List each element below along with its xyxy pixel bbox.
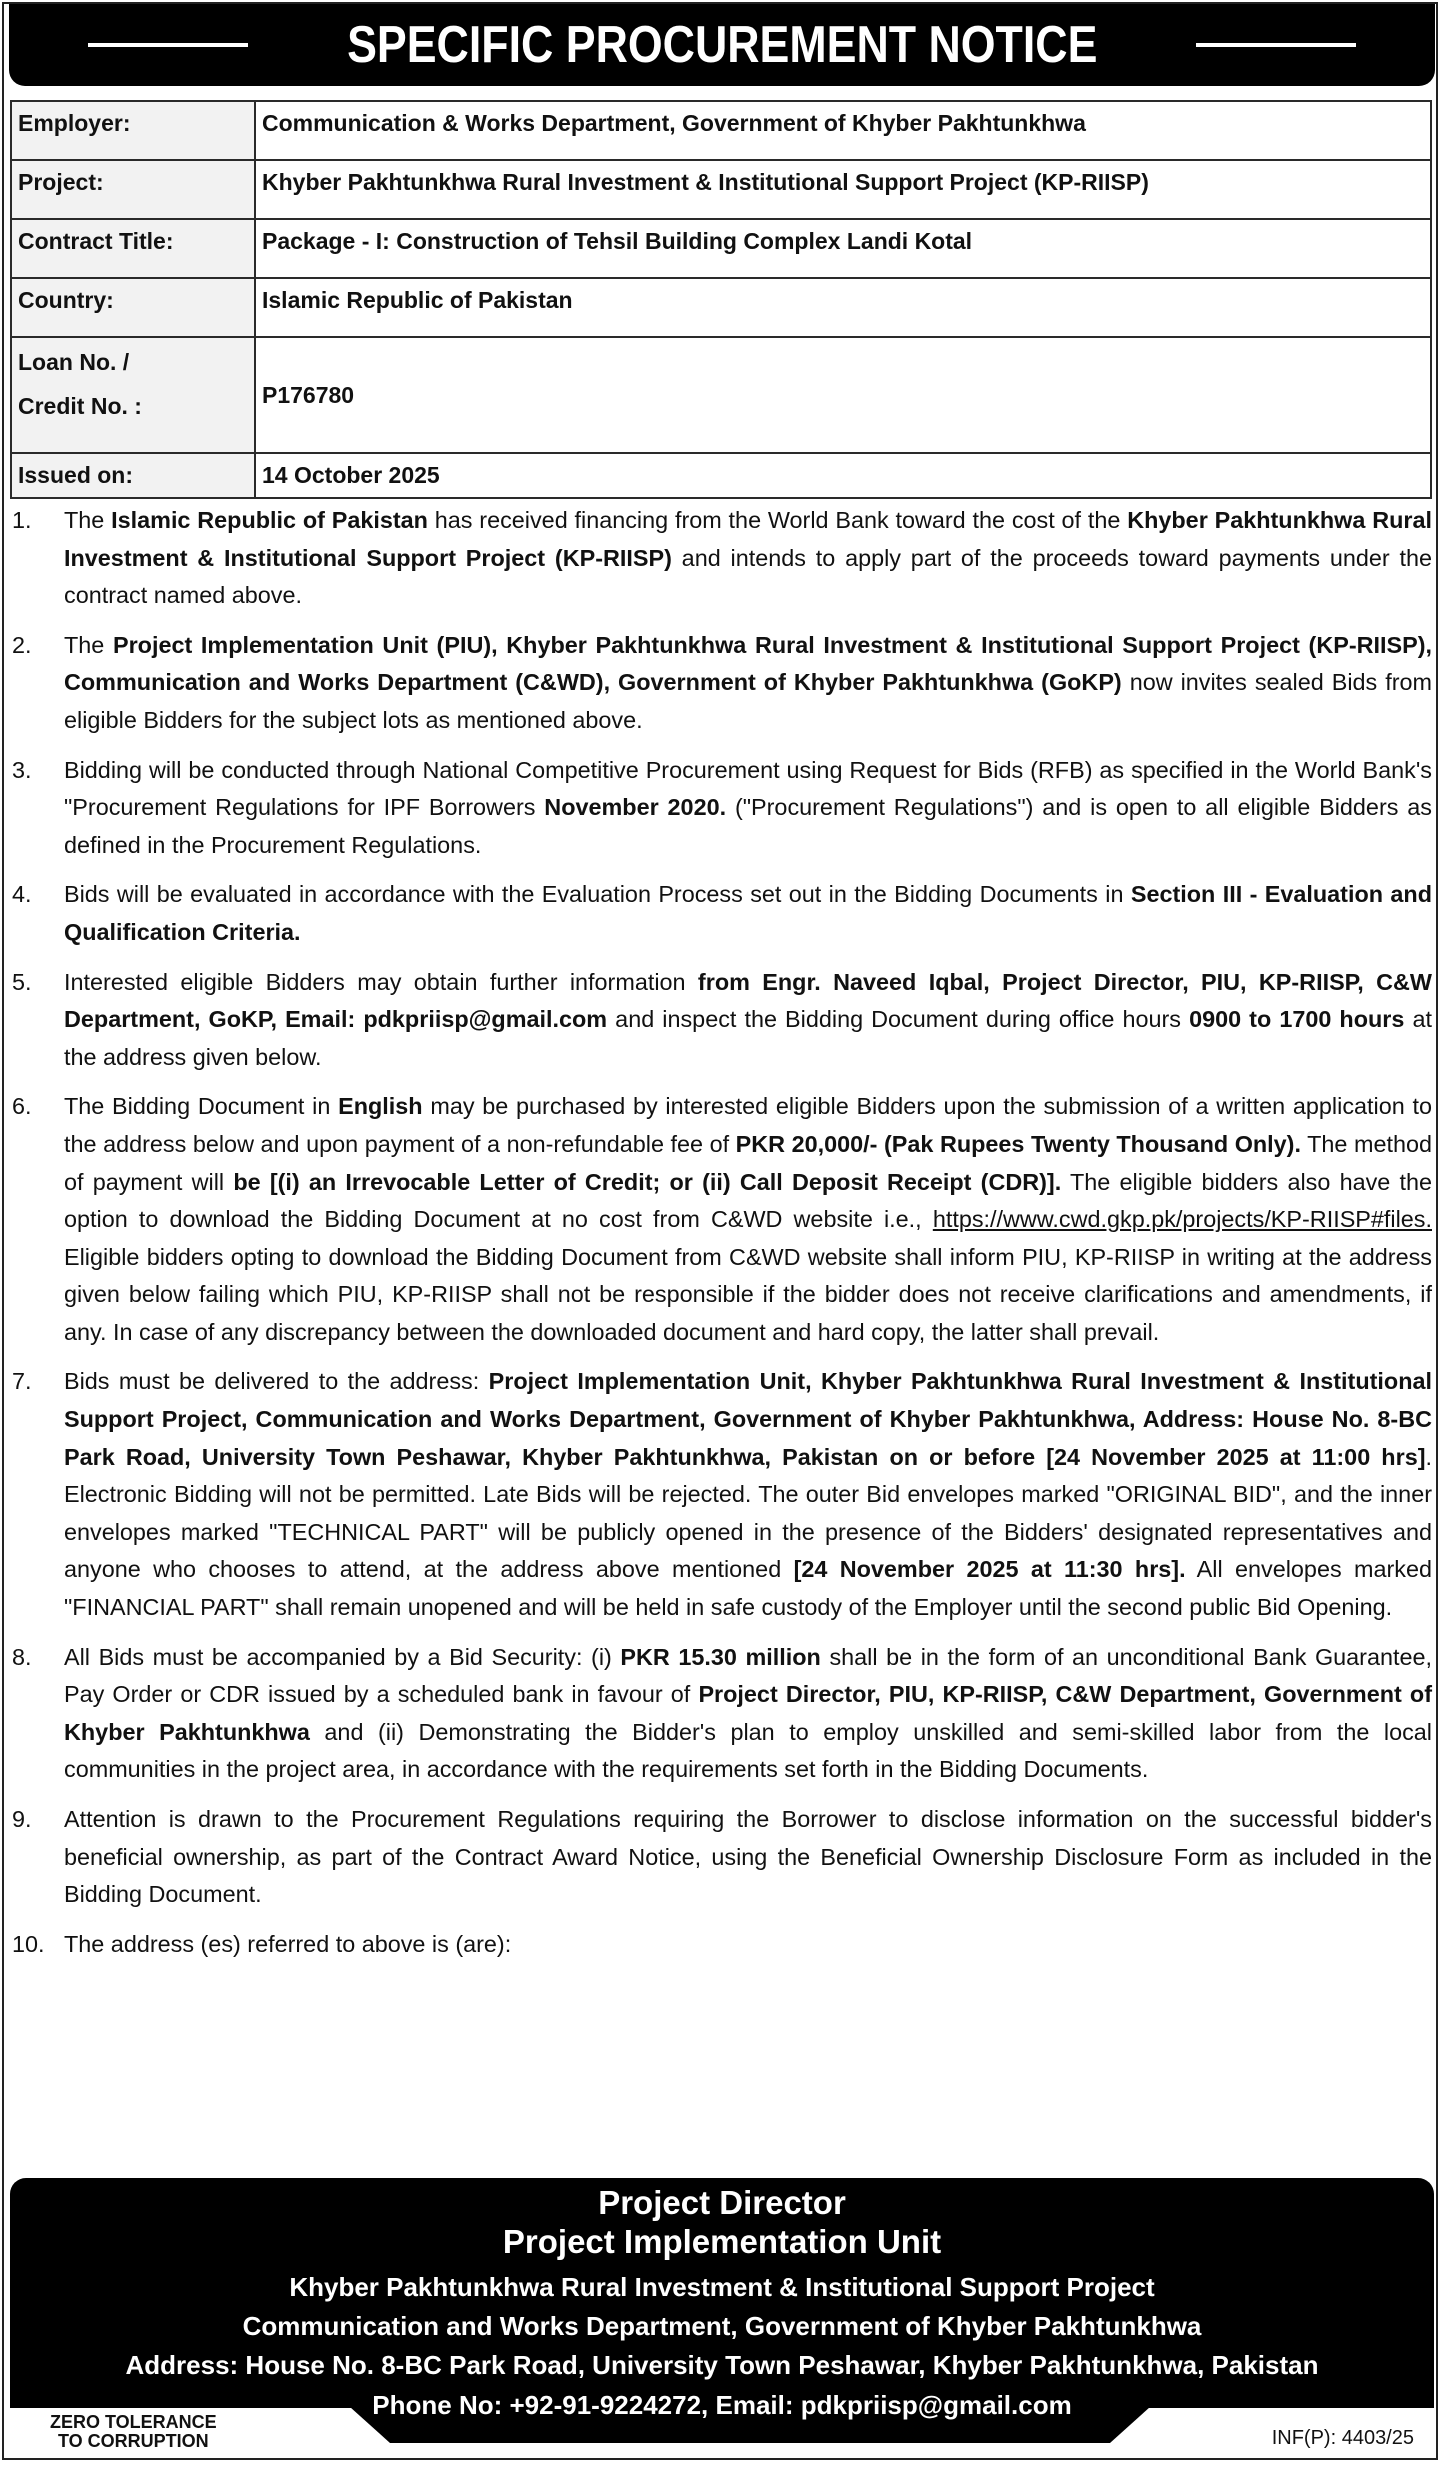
clause-text: shall be in the form of an unconditional Bank Guarantee, Pay Order or CDR issued by a scheduled bank in favour of: [64, 1643, 1432, 1708]
footer-project-director: Project Director: [598, 2184, 846, 2221]
banner-rule-left: [88, 43, 248, 47]
clause-bold-text: be [(i) an Irrevocable Letter of Credit; or (ii) Call Deposit Receipt (CDR)].: [233, 1168, 1062, 1195]
clause-text: at the address given below.: [64, 1006, 1432, 1070]
table-row-issued-on: [11, 453, 1431, 498]
clause-number: 8.: [12, 1643, 32, 1670]
contract-title-value: Package - I: Construction of Tehsil Building Complex Landi Kotal: [255, 219, 1431, 278]
clause-text: and inspect the Bidding Document during office hours: [607, 1006, 1190, 1033]
clause-text: Bidding will be conducted through National Competitive Procurement using Request for Bids (RFB) as specified in the World Bank's "Procurement Regulations for IPF Borrowers: [64, 756, 1432, 821]
contract-info-table: [10, 100, 1432, 499]
clause-bold-text: Project Director, PIU, KP-RIISP, C&W Department, Government of Khyber Pakhtunkhwa: [64, 1681, 1433, 1745]
clause-text: . Electronic Bidding will not be permitted. Late Bids will be rejected. The outer Bid envelopes marked "ORIGINAL BID", and the inner envelopes marked "TECHNICAL PART" will be publicly opened in the presence of the Bidders' designated representatives and anyone who chooses to attend, at the address above mentioned: [64, 1443, 1432, 1583]
table-row-loan-no: [11, 337, 1431, 453]
contract-title-label: Contract Title:: [11, 219, 255, 278]
banner-rule-right: [1196, 43, 1356, 47]
clause-text: The address (es) referred to above is (are):: [64, 1930, 512, 1957]
clause-text: may be purchased by interested eligible Bidders upon the submission of a written application to the address below and upon payment of a non-refundable fee of: [64, 1093, 1432, 1157]
clause-number: 10.: [12, 1930, 45, 1957]
clause-text: and (ii) Demonstrating the Bidder's plan to employ unskilled and semi-skilled labor from the local communities in the project area, in accordance with the requirements set forth in the Bidding Documents.: [64, 1718, 1432, 1783]
project-label: Project:: [11, 160, 255, 219]
inf-code: INF(P): 4403/25: [1271, 2427, 1414, 2449]
clause-9: [12, 1801, 1432, 1914]
clause-4: [12, 876, 1432, 951]
footer-piu: Project Implementation Unit: [502, 2223, 942, 2260]
clause-number: 9.: [12, 1806, 32, 1832]
clause-text: The: [64, 631, 113, 658]
clause-text: The eligible bidders also have the option to download the Bidding Document at no cost from C&WD website i.e.,: [64, 1168, 1433, 1233]
footer-department: Communication and Works Department, Government of Khyber Pakhtunkhwa: [242, 2311, 1202, 2341]
table-row-contract-title: [11, 219, 1431, 278]
notice-title: SPECIFIC PROCUREMENT NOTICE: [346, 16, 1098, 74]
clause-number: 3.: [12, 756, 32, 783]
footer-project-name: Khyber Pakhtunkhwa Rural Investment & Institutional Support Project: [289, 2272, 1155, 2302]
clause-2: [12, 627, 1432, 740]
clause-bold-text: Project Implementation Unit, Khyber Pakhtunkhwa Rural Investment & Institutional Support Project, Communication and Works Department, Government of Khyber Pakhtunkhwa, Address: House No. 8-BC Park Road, University Town Peshawar, Khyber Pakhtunkhwa, Pakistan on or before [24 November 2025 at 11:00 hrs]: [64, 1368, 1433, 1470]
clause-bold-text: Khyber Pakhtunkhwa Rural Investment & Institutional Support Project (KP-RIISP): [64, 507, 1432, 571]
notice-banner: [9, 4, 1435, 86]
project-value: Khyber Pakhtunkhwa Rural Investment & Institutional Support Project (KP-RIISP): [255, 160, 1431, 219]
clause-8: [12, 1639, 1432, 1789]
clause-text: The method of payment will: [64, 1130, 1432, 1195]
clause-bold-text: 0900 to 1700 hours: [1189, 1006, 1405, 1033]
clause-number: 1.: [12, 507, 32, 533]
footer-address: Address: House No. 8-BC Park Road, University Town Peshawar, Khyber Pakhtunkhwa, Pakistan: [125, 2350, 1319, 2380]
table-row-country: [11, 278, 1431, 337]
clause-number: 2.: [12, 631, 32, 658]
loan-credit-label: [11, 337, 255, 453]
clause-bold-text: [24 November 2025 at 11:30 hrs].: [793, 1556, 1186, 1583]
clause-bold-text: from Engr. Naveed Iqbal, Project Director, PIU, KP-RIISP, C&W Department, GoKP, Email: pdkpriisp@gmail.com: [64, 968, 1432, 1033]
clause-text: now invites sealed Bids from eligible Bidders for the subject lots as mentioned above.: [64, 669, 1433, 733]
zero-tolerance-slogan: [50, 2413, 217, 2451]
issued-on-value: 14 October 2025: [255, 453, 1431, 498]
clause-5: [12, 964, 1432, 1077]
clause-bold-text: PKR 15.30 million: [620, 1643, 821, 1670]
clause-10: [12, 1926, 1432, 1964]
clause-text: Eligible bidders opting to download the Bidding Document from C&WD website shall inform PIU, KP-RIISP in writing at the address given below failing which PIU, KP-RIISP shall not be responsible if the bidder does not receive clarifications and amendments, if any. In case of any discrepancy between the downloaded document and hard copy, the latter shall prevail.: [64, 1243, 1432, 1345]
credit-no-label: Credit No. :: [18, 393, 142, 419]
clause-bold-text: Islamic Republic of Pakistan: [111, 507, 428, 533]
clause-number: 7.: [12, 1368, 32, 1395]
numbered-clauses: [12, 502, 1432, 1975]
website-link[interactable]: https://www.cwd.gkp.pk/projects/KP-RIISP#files.: [932, 1206, 1432, 1233]
clause-text: has received financing from the World Bank toward the cost of the: [427, 507, 1128, 533]
clause-number: 4.: [12, 881, 32, 908]
clause-bold-text: English: [338, 1093, 423, 1120]
clause-3: [12, 752, 1432, 865]
zero-tolerance-line1: ZERO TOLERANCE: [50, 2412, 217, 2432]
country-label: Country:: [11, 278, 255, 337]
clause-text: The Bidding Document in: [64, 1093, 339, 1120]
clause-text: Interested eligible Bidders may obtain further information: [64, 968, 698, 995]
clause-text: Bids will be evaluated in accordance with the Evaluation Process set out in the Bidding Documents in: [64, 881, 1131, 908]
country-value: Islamic Republic of Pakistan: [255, 278, 1431, 337]
employer-label: Employer:: [11, 101, 255, 160]
clause-text: The: [64, 507, 112, 533]
clause-1: [12, 502, 1432, 615]
clause-number: 5.: [12, 968, 32, 995]
clause-text: Bids must be delivered to the address:: [64, 1368, 489, 1395]
clause-text: All envelopes marked "FINANCIAL PART" shall remain unopened and will be held in safe custody of the Employer until the second public Bid Opening.: [64, 1556, 1432, 1621]
clause-bold-text: Section III - Evaluation and Qualification Criteria.: [64, 881, 1432, 945]
table-row-project: [11, 160, 1431, 219]
zero-tolerance-line2: TO CORRUPTION: [58, 2431, 209, 2451]
clause-bold-text: November 2020.: [544, 794, 727, 821]
clause-6: [12, 1088, 1432, 1351]
loan-no-value: P176780: [255, 337, 1431, 453]
clause-text: All Bids must be accompanied by a Bid Security: (i): [64, 1643, 621, 1670]
table-row-employer: [11, 101, 1431, 160]
loan-no-label: Loan No. /: [18, 349, 130, 375]
clause-bold-text: Project Implementation Unit (PIU), Khyber Pakhtunkhwa Rural Investment & Institutional Support Project (KP-RIISP), Communication and Works Department (C&WD), Government of Khyber Pakhtunkhwa (GoKP): [64, 631, 1432, 696]
clause-text: Attention is drawn to the Procurement Regulations requiring the Borrower to disclose information on the successful bidder's beneficial ownership, as part of the Contract Award Notice, using the Beneficial Ownership Disclosure Form as included in the Bidding Document.: [64, 1806, 1432, 1908]
clause-7: [12, 1363, 1432, 1626]
clause-number: 6.: [12, 1093, 32, 1120]
clause-text: and intends to apply part of the proceeds toward payments under the contract named above.: [64, 544, 1432, 609]
footer-contact: Phone No: +92-91-9224272, Email: pdkpriisp@gmail.com: [372, 2390, 1072, 2420]
clause-bold-text: PKR 20,000/- (Pak Rupees Twenty Thousand Only).: [735, 1130, 1301, 1157]
clause-text: ("Procurement Regulations") and is open to all eligible Bidders as defined in the Procurement Regulations.: [64, 794, 1432, 858]
issued-on-label: Issued on:: [11, 453, 255, 498]
employer-value: Communication & Works Department, Government of Khyber Pakhtunkhwa: [255, 101, 1431, 160]
address-footer: [10, 2178, 1434, 2450]
